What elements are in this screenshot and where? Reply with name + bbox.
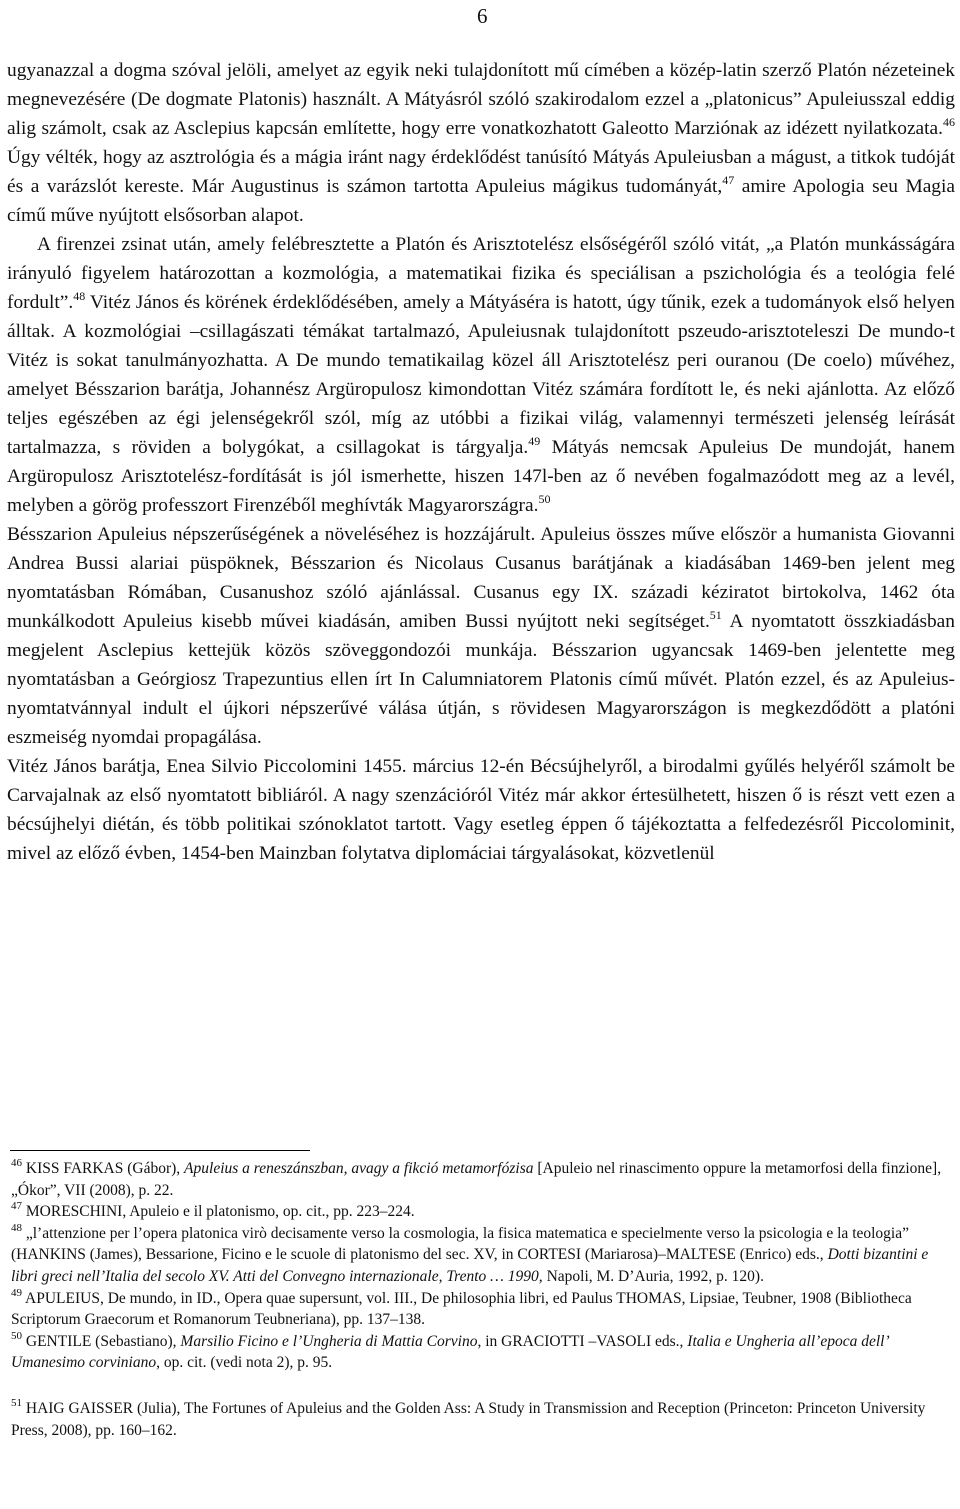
footnote-ref[interactable]: 51 xyxy=(709,608,722,622)
text-run: Vitéz János és körének érdeklődésében, amely a Mátyáséra is hatott, úgy tűnik, ezek a tudományok első helyen álltak. A kozmológiai –csillagászati témákat tartalmazó, Apuleiusnak tulajdonított pszeudo-arisztoteleszi De mundo-t Vitéz is sokat tanulmányozhatta. A De mundo tematikailag közel áll Arisztotelész peri ouranou (De coelo) művéhez, amelyet Bésszarion barátja, Johannész Argüropulosz kimondottan Vitéz számára fordított le, és neki ajánlotta. Az előző teljes egészében az égi jelenségekről szól, míg az utóbbi a fizikai világ, valamennyi természeti jelenség leírását tartalmazza, s röviden a bolygókat, a csillagokat is tárgyalja. xyxy=(7,292,955,458)
footnote xyxy=(11,1398,955,1441)
footnote-text: [Apuleio nel rinascimento oppure la metamorfosi della finzione], „Ókor”, VII (2008), p. 22. xyxy=(11,1160,942,1199)
footnote-text: , op. cit. (vedi nota 2), p. 95. xyxy=(156,1354,333,1372)
footnote-text: Napoli, M. D’Auria, 1992, p. 120). xyxy=(542,1267,764,1285)
footnote-text: HAIG GAISSER (Julia), The Fortunes of Apuleius and the Golden Ass: A Study in Transmission and Reception (Princeton: Princeton University Press, 2008), pp. 160–162. xyxy=(11,1399,926,1439)
footnote-number: 50 xyxy=(11,1329,22,1342)
footnote-text: , in GRACIOTTI –VASOLI eds., xyxy=(477,1332,688,1350)
footnote-number: 46 xyxy=(11,1157,22,1169)
body-paragraph xyxy=(7,520,955,752)
text-run: Mátyás nemcsak Apuleius De mundoját, hanem Argüropulosz Arisztotelész-fordítását is jól ismerhette, hiszen 147l-ben az ő nevében fogalmazódott meg az a levél, melyben a görög professzort Firenzéből meghívták Magyarországra. xyxy=(7,437,956,516)
text-run: Vitéz János barátja, Enea Silvio Piccolomini 1455. március 12-én Bécsújhelyről, a birodalmi gyűlés helyéről számolt be Carvajalnak az első nyomtatott bibliáról. A nagy szenzációról Vitéz már akkor értesülhetett, hiszen ő is részt vett ezen a bécsújhelyi diétán, és több politikai szónoklatot tartott. Vagy esetleg éppen ő tájékoztatta a felfedezésről Piccolominit, mivel az előző évben, 1454-ben Mainzban folytatva diplomáciai tárgyalásokat, közvetlenül xyxy=(7,756,955,864)
text-run: Bésszarion Apuleius népszerűségének a növeléséhez is hozzájárult. Apuleius összes műve először a humanista Giovanni Andrea Bussi alariai püspöknek, Bésszarion és Nicolaus Cusanus barátjának a kiadásában 1469-ben jelent meg nyomtatásban Rómában, Cusanushoz szóló ajánlással. Cusanus egy IX. századi kéziratot birtokolva, 1462 óta munkálkodott Apuleius kisebb művei kiadásán, amiben Bussi nyújtott neki segítséget. xyxy=(7,524,955,632)
footnote-title: Marsilio Ficino e l’Ungheria di Mattia Corvino xyxy=(180,1332,478,1350)
page-number: 6 xyxy=(477,4,488,28)
footnote xyxy=(11,1201,955,1223)
footnote-number: 47 xyxy=(11,1200,22,1213)
text-run: amire Apologia seu Magia című műve nyújtott elsősorban alapot. xyxy=(7,176,955,226)
footnote xyxy=(11,1223,955,1288)
footnote xyxy=(11,1158,955,1201)
footnote-number: 48 xyxy=(11,1221,22,1234)
footnote-text: APULEIUS, De mundo, in ID., Opera quae supersunt, vol. III., De philosophia libri, ed Paulus THOMAS, Lipsiae, Teubner, 1908 (Bibliotheca Scriptorum Graecorum et Romanorum Teubneriana), pp. 137–138. xyxy=(11,1289,912,1329)
body-paragraph xyxy=(7,752,955,868)
footnote-separator xyxy=(10,1150,310,1151)
footnote xyxy=(11,1331,955,1374)
text-run: A firenzei zsinat után, amely felébresztette a Platón és Arisztotelész elsőségéről szóló vitát, „a Platón munkásságára irányuló figyelem határozottan a kozmológia, a matematikai fizika és speciálisan a pszichológia és a teológia felé fordult”. xyxy=(7,234,955,313)
footnote-title: Italia e Ungheria all’epoca dell’ Umanesimo corviniano xyxy=(11,1332,888,1372)
footnote-text: KISS FARKAS (Gábor), xyxy=(22,1160,185,1177)
text-run: A nyomtatott összkiadásban megjelent Asclepius kettejük közös szöveggondozói munkája. Bésszarion ugyancsak 1469-ben jelentette meg nyomtatásban a Geórgiosz Trapezuntius ellen írt In Calumniatorem Platonis című művét. Platón ezzel, és az Apuleius-nyomtatvánnyal indult el újkori népszerűvé válása útján, s rövidesen Magyarországon is megkezdődött a platóni eszmeiség nyomdai propagálása. xyxy=(7,611,955,748)
footnote xyxy=(11,1288,955,1331)
footnote-title: Dotti bizantini e libri greci nell’Italia del secolo XV. Atti del Convegno internazionale, Trento … 1990, xyxy=(11,1246,929,1285)
main-text xyxy=(7,56,955,868)
footnote-title: Apuleius a reneszánszban, avagy a fikció metamorfózisa xyxy=(184,1160,534,1177)
body-paragraph xyxy=(7,56,955,230)
footnote-ref[interactable]: 50 xyxy=(538,492,551,506)
footnote-ref[interactable]: 49 xyxy=(528,434,541,448)
footnote-number: 49 xyxy=(11,1286,22,1299)
text-run: ugyanazzal a dogma szóval jelöli, amelyet az egyik neki tulajdonított mű címében a közép-latin szerző Platón nézeteinek megnevezésére (De dogmate Platonis) használt. A Mátyásról szóló szakirodalom ezzel a „platonicus” Apuleiusszal eddig alig számolt, csak az Asclepius kapcsán említette, hogy erre vonatkozhatott Galeotto Marziónak az idézett nyilatkozata. xyxy=(7,60,955,139)
footnote-ref[interactable]: 47 xyxy=(722,173,735,187)
footnote-text: „l’attenzione per l’opera platonica virò decisamente verso la cosmologia, la fisica matematica e specielmente verso la psicologia e la teologia” (HANKINS (James), Bessarione, Ficino e le scuole di platonismo del sec. XV, in CORTESI (Mariarosa)–MALTESE (Enrico) eds., xyxy=(11,1224,909,1264)
text-run: Úgy vélték, hogy az asztrológia és a mágia iránt nagy érdeklődést tanúsító Mátyás Apuleiusban a mágust, a titkok tudóját és a varázslót kereste. Már Augustinus is számon tartotta Apuleius mágikus tudományát, xyxy=(7,147,955,197)
footnote-ref[interactable]: 48 xyxy=(73,289,86,303)
footnote-text: MORESCHINI, Apuleio e il platonismo, op. cit., pp. 223–224. xyxy=(22,1203,415,1221)
footnotes xyxy=(11,1158,955,1441)
body-paragraph xyxy=(7,230,955,520)
footnote-ref[interactable]: 46 xyxy=(943,115,955,129)
footnote-text: GENTILE (Sebastiano), xyxy=(22,1332,181,1350)
footnote-number: 51 xyxy=(11,1396,22,1409)
